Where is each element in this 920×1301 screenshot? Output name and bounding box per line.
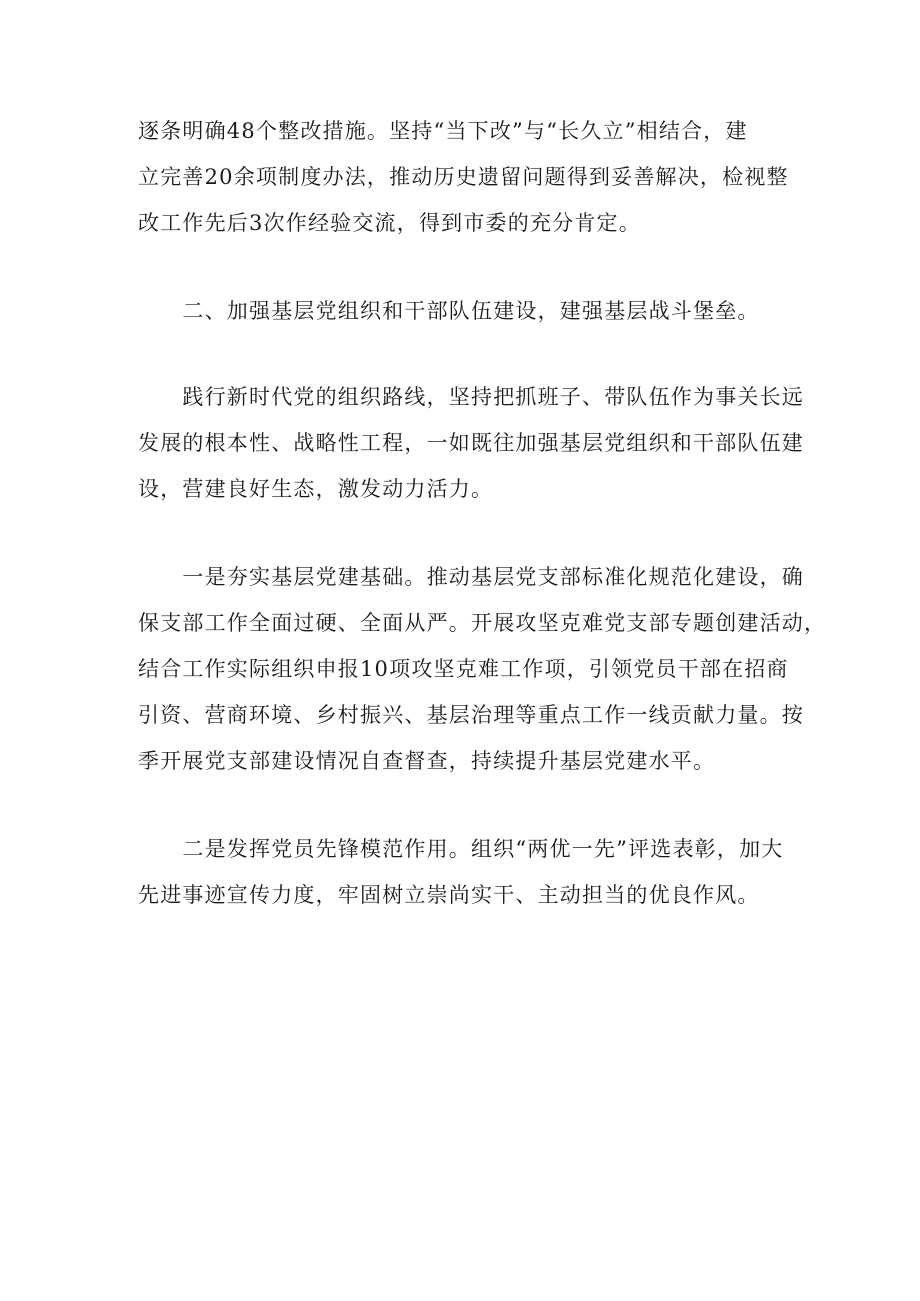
- text-line: 引资、营商环境、乡村振兴、基层治理等重点工作一线贡献力量。按: [138, 703, 804, 727]
- paragraph-party-member-role: [138, 826, 782, 918]
- text-line: 保支部工作全面过硬、全面从严。开展攻坚克难党支部专题创建活动，: [138, 611, 827, 635]
- text-line: 改工作先后3次作经验交流，得到市委的充分肯定。: [138, 211, 641, 235]
- text-line: 季开展党支部建设情况自查督查，持续提升基层党建水平。: [138, 749, 716, 773]
- paragraph-rectification-measures: [138, 108, 789, 246]
- paragraph-party-building-foundation: [138, 554, 827, 784]
- text-line: 二、加强基层党组织和干部队伍建设，建强基层战斗堡垒。: [138, 299, 760, 323]
- text-line: 结合工作实际组织申报10项攻坚克难工作项，引领党员干部在招商: [138, 657, 789, 681]
- text-line: 一是夯实基层党建基础。推动基层党支部标准化规范化建设，确: [138, 565, 804, 589]
- text-line: 立完善20余项制度办法，推动历史遗留问题得到妥善解决，检视整: [138, 165, 789, 189]
- text-line: 二是发挥党员先锋模范作用。组织“两优一先”评选表彰，加大: [138, 837, 784, 861]
- text-line: 发展的根本性、战略性工程，一如既往加强基层党组织和干部队伍建: [138, 431, 804, 455]
- paragraph-organization-route: [138, 374, 804, 512]
- text-line: 先进事迹宣传力度，牢固树立崇尚实干、主动担当的优良作风。: [138, 883, 760, 907]
- text-line: 践行新时代党的组织路线，坚持把抓班子、带队伍作为事关长远: [138, 385, 804, 409]
- text-line: 设，营建良好生态，激发动力活力。: [138, 477, 494, 501]
- section-heading-two: [138, 288, 782, 334]
- text-line: 逐条明确48个整改措施。坚持“当下改”与“长久立”相结合，建: [138, 119, 748, 143]
